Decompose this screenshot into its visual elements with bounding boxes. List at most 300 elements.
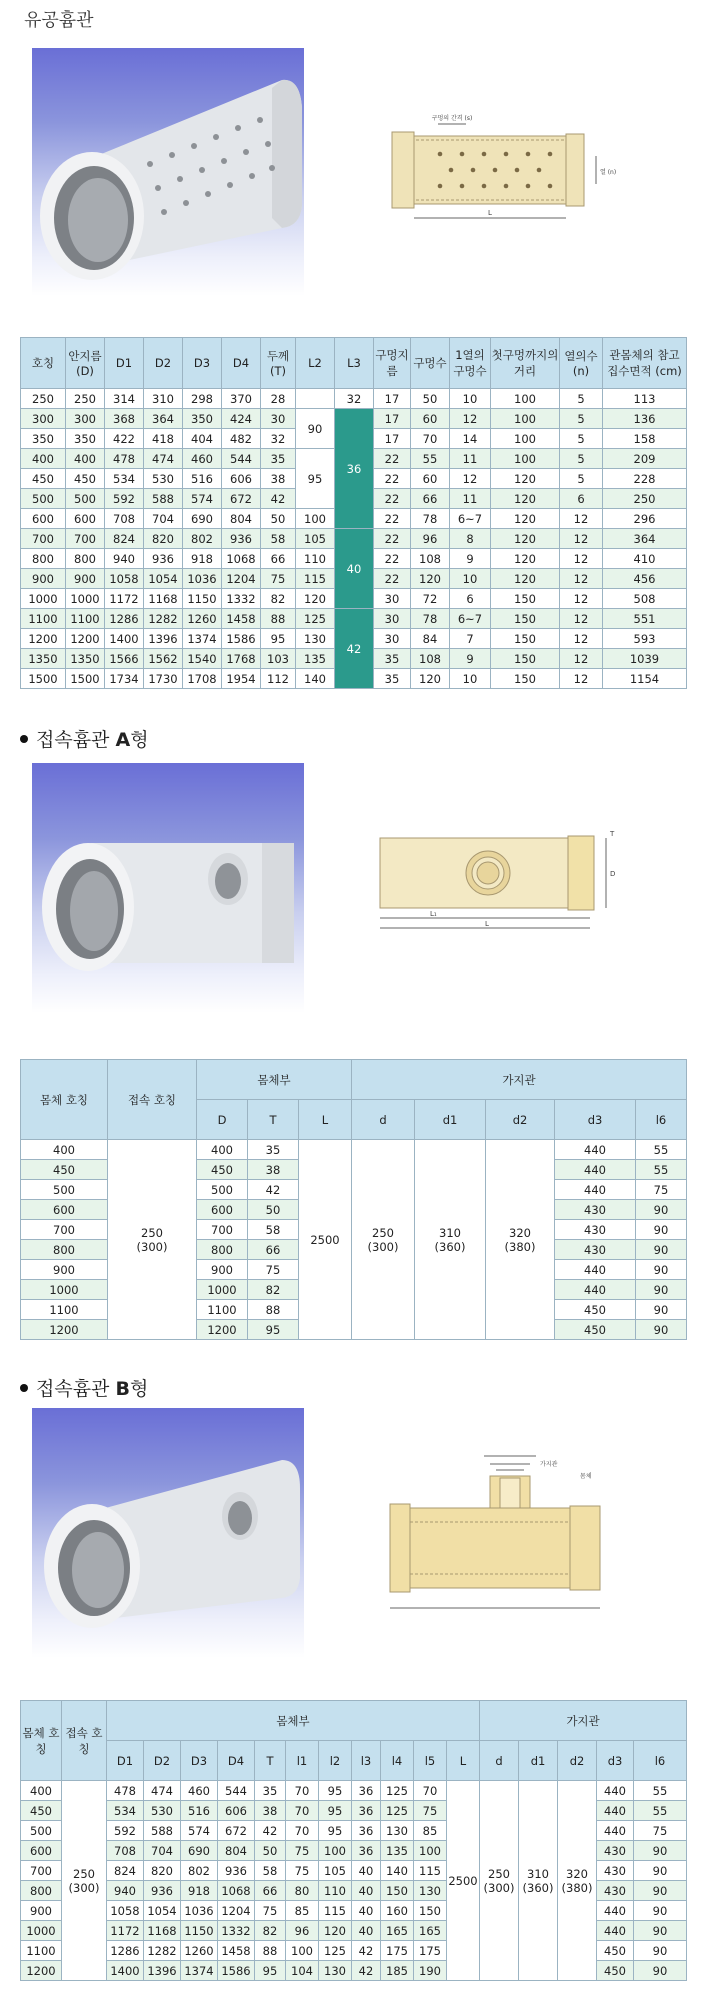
title-suffix: 형 — [130, 729, 149, 751]
table-cell: 175 — [381, 1941, 414, 1961]
table-cell: 424 — [222, 409, 261, 429]
table-cell: 95 — [319, 1821, 352, 1841]
rows-label: 열 (n) — [600, 169, 617, 176]
table-cell: 100 — [491, 389, 560, 409]
table-cell: 10 — [450, 669, 491, 689]
table-cell: 88 — [248, 1300, 299, 1320]
table-row — [21, 609, 687, 629]
table-cell: 95 — [248, 1320, 299, 1340]
table-cell: 115 — [414, 1861, 447, 1881]
table-cell: 88 — [255, 1941, 286, 1961]
table-cell: 120 — [491, 469, 560, 489]
table-cell: 456 — [603, 569, 687, 589]
table-cell: 704 — [144, 1841, 181, 1861]
table-cell: 1100 — [21, 1941, 62, 1961]
table-cell: 125 — [381, 1781, 414, 1801]
table-cell: 440 — [555, 1160, 636, 1180]
table-cell: 1282 — [144, 609, 183, 629]
table-cell: 350 — [183, 409, 222, 429]
table-cell: 802 — [183, 529, 222, 549]
table-cell: 22 — [374, 509, 411, 529]
table-cell: 704 — [144, 509, 183, 529]
table-cell: 350 — [21, 429, 66, 449]
table-cell: 35 — [374, 669, 411, 689]
table-cell: 1332 — [222, 589, 261, 609]
table-cell: 42 — [261, 489, 296, 509]
table-cell: 36 — [352, 1841, 381, 1861]
table-cell: 35 — [374, 649, 411, 669]
table-cell: 55 — [636, 1160, 687, 1180]
table-cell: 136 — [603, 409, 687, 429]
d2-merged-cell: 320 (380) — [558, 1781, 597, 1981]
table-cell: 85 — [414, 1821, 447, 1841]
table-cell: 50 — [248, 1200, 299, 1220]
table-cell: 90 — [634, 1861, 687, 1881]
table-cell: 84 — [411, 629, 450, 649]
table-cell: 400 — [21, 449, 66, 469]
table-cell: 130 — [319, 1961, 352, 1981]
col-header: D2 — [144, 338, 183, 389]
table-cell: 158 — [603, 429, 687, 449]
table-cell: 940 — [107, 1881, 144, 1901]
table-cell: 140 — [381, 1861, 414, 1881]
col-header: D1 — [105, 338, 144, 389]
table-cell: 250 — [66, 389, 105, 409]
table-cell: 588 — [144, 489, 183, 509]
table-cell: 5 — [560, 469, 603, 489]
table-cell: 1039 — [603, 649, 687, 669]
col-header: d3 — [597, 1741, 634, 1781]
table-cell: 30 — [374, 589, 411, 609]
table-cell: 600 — [21, 509, 66, 529]
l-label: L — [485, 920, 489, 928]
table-cell: 90 — [634, 1961, 687, 1981]
l2-cell: 140 — [296, 669, 335, 689]
table-row — [21, 1781, 687, 1801]
table-cell: 12 — [560, 589, 603, 609]
table-cell: 400 — [21, 1781, 62, 1801]
table-cell: 600 — [66, 509, 105, 529]
table-cell: 120 — [491, 569, 560, 589]
bullet-icon — [20, 735, 28, 743]
table-cell: 460 — [183, 449, 222, 469]
hole-gap-label: 구멍의 간격 (s) — [431, 115, 473, 122]
table-cell: 364 — [144, 409, 183, 429]
table-cell: 1282 — [144, 1941, 181, 1961]
table-cell: 50 — [261, 509, 296, 529]
l3-cell: 32 — [335, 389, 374, 409]
table-cell: 22 — [374, 489, 411, 509]
col-header: d2 — [558, 1741, 597, 1781]
table-cell: 474 — [144, 449, 183, 469]
table-cell: 450 — [21, 1801, 62, 1821]
table-cell: 500 — [21, 489, 66, 509]
table-cell: 35 — [255, 1781, 286, 1801]
table-cell: 60 — [411, 469, 450, 489]
table-cell: 1200 — [21, 1961, 62, 1981]
table-cell: 28 — [261, 389, 296, 409]
table-cell: 104 — [286, 1961, 319, 1981]
table-cell: 1396 — [144, 629, 183, 649]
table-cell: 40 — [352, 1921, 381, 1941]
table-cell: 410 — [603, 549, 687, 569]
table-cell: 700 — [21, 1861, 62, 1881]
table-cell: 36 — [352, 1821, 381, 1841]
table-cell: 125 — [381, 1801, 414, 1821]
d1-merged-cell: 310 (360) — [519, 1781, 558, 1981]
table-cell: 800 — [21, 1881, 62, 1901]
table-cell: 314 — [105, 389, 144, 409]
col-header: L — [447, 1741, 480, 1781]
body-nominal-header: 몸체 호칭 — [21, 1701, 62, 1781]
table-cell: 440 — [597, 1801, 634, 1821]
table-cell: 298 — [183, 389, 222, 409]
table-cell: 450 — [21, 1160, 108, 1180]
table-cell: 672 — [218, 1821, 255, 1841]
table-cell: 12 — [560, 669, 603, 689]
table-cell: 32 — [261, 429, 296, 449]
table-cell: 300 — [21, 409, 66, 429]
table-cell: 55 — [634, 1781, 687, 1801]
table-cell: 75 — [286, 1861, 319, 1881]
l2-cell: 110 — [296, 549, 335, 569]
table-cell: 90 — [634, 1941, 687, 1961]
joint-nominal-header: 접속 호칭 — [62, 1701, 107, 1781]
table-cell: 1350 — [21, 649, 66, 669]
table-cell: 460 — [181, 1781, 218, 1801]
table-cell: 12 — [450, 469, 491, 489]
table-cell: 1204 — [222, 569, 261, 589]
table-cell: 450 — [597, 1961, 634, 1981]
table-cell: 108 — [411, 549, 450, 569]
col-header: l4 — [381, 1741, 414, 1781]
table-cell: 75 — [255, 1901, 286, 1921]
table-cell: 30 — [261, 409, 296, 429]
table-cell: 90 — [636, 1260, 687, 1280]
table-cell: 175 — [414, 1941, 447, 1961]
table-cell: 516 — [181, 1801, 218, 1821]
table-cell: 14 — [450, 429, 491, 449]
table-cell: 85 — [286, 1901, 319, 1921]
table-cell: 58 — [255, 1861, 286, 1881]
table-cell: 1100 — [21, 1300, 108, 1320]
l2-cell: 105 — [296, 529, 335, 549]
table-cell: 38 — [261, 469, 296, 489]
table-cell: 1100 — [21, 609, 66, 629]
table-cell: 6~7 — [450, 609, 491, 629]
table-cell: 534 — [107, 1801, 144, 1821]
table-cell: 6~7 — [450, 509, 491, 529]
col-header: D3 — [181, 1741, 218, 1781]
table-cell: 22 — [374, 569, 411, 589]
l3-merged-cell: 36 — [335, 409, 374, 529]
col-header: D1 — [107, 1741, 144, 1781]
table-cell: 1260 — [183, 609, 222, 629]
table-cell: 1036 — [181, 1901, 218, 1921]
table-cell: 802 — [181, 1861, 218, 1881]
table-cell: 209 — [603, 449, 687, 469]
table-cell: 11 — [450, 449, 491, 469]
table-cell: 440 — [555, 1140, 636, 1160]
body-label: 몸체 — [580, 1473, 592, 1480]
table-cell: 450 — [555, 1320, 636, 1340]
table-cell: 10 — [450, 389, 491, 409]
table-cell: 120 — [491, 509, 560, 529]
table-cell: 150 — [491, 589, 560, 609]
l-merged-cell: 2500 — [299, 1140, 352, 1340]
table-cell: 440 — [597, 1781, 634, 1801]
table-cell: 820 — [144, 1861, 181, 1881]
table-cell: 1374 — [183, 629, 222, 649]
l2-cell: 125 — [296, 609, 335, 629]
col-header: d3 — [555, 1100, 636, 1140]
table-cell: 574 — [181, 1821, 218, 1841]
table-cell: 110 — [319, 1881, 352, 1901]
table-cell: 1458 — [218, 1941, 255, 1961]
col-header: D4 — [222, 338, 261, 389]
table-cell: 40 — [352, 1861, 381, 1881]
table-cell: 58 — [248, 1220, 299, 1240]
table-cell: 150 — [491, 609, 560, 629]
table-cell: 96 — [411, 529, 450, 549]
table-cell: 700 — [21, 529, 66, 549]
table-row — [21, 409, 687, 429]
bullet-icon — [20, 1384, 28, 1392]
table-cell: 600 — [197, 1200, 248, 1220]
table-cell: 370 — [222, 389, 261, 409]
joint-merged-cell: 250 (300) — [108, 1140, 197, 1340]
table-cell: 900 — [21, 1260, 108, 1280]
table-cell: 12 — [560, 629, 603, 649]
table-cell: 90 — [634, 1921, 687, 1941]
title-letter: A — [115, 729, 131, 751]
table-cell: 100 — [491, 409, 560, 429]
table-cell: 36 — [352, 1801, 381, 1821]
table-cell: 250 — [603, 489, 687, 509]
table-cell: 1458 — [222, 609, 261, 629]
table-cell: 82 — [248, 1280, 299, 1300]
l2-cell: 120 — [296, 589, 335, 609]
table-cell: 42 — [352, 1961, 381, 1981]
table-cell: 551 — [603, 609, 687, 629]
table-cell: 422 — [105, 429, 144, 449]
table-cell: 78 — [411, 509, 450, 529]
table-cell: 1350 — [66, 649, 105, 669]
joint-pipe-a-table — [20, 1059, 687, 1340]
table-cell: 5 — [560, 409, 603, 429]
joint-pipe-b-diagram — [380, 1448, 630, 1618]
body-nominal-header: 몸체 호칭 — [21, 1060, 108, 1140]
col-header: D — [197, 1100, 248, 1140]
table-cell: 103 — [261, 649, 296, 669]
table-cell: 40 — [352, 1881, 381, 1901]
table-cell: 42 — [255, 1821, 286, 1841]
table-cell: 190 — [414, 1961, 447, 1981]
table-cell: 800 — [197, 1240, 248, 1260]
table-cell: 1200 — [21, 629, 66, 649]
table-cell: 1172 — [105, 589, 144, 609]
table-cell: 450 — [21, 469, 66, 489]
table-cell: 50 — [411, 389, 450, 409]
table-cell: 1374 — [181, 1961, 218, 1981]
table-cell: 75 — [286, 1841, 319, 1861]
table-cell: 430 — [597, 1881, 634, 1901]
table-cell: 544 — [222, 449, 261, 469]
table-cell: 700 — [197, 1220, 248, 1240]
table-cell: 1200 — [66, 629, 105, 649]
table-cell: 88 — [261, 609, 296, 629]
joint-pipe-a-diagram — [370, 826, 630, 936]
table-cell: 5 — [560, 429, 603, 449]
table-cell: 11 — [450, 489, 491, 509]
table-cell: 125 — [319, 1941, 352, 1961]
table-cell: 400 — [21, 1140, 108, 1160]
table-cell: 418 — [144, 429, 183, 449]
table-cell: 430 — [597, 1861, 634, 1881]
table-cell: 66 — [248, 1240, 299, 1260]
table-cell: 1100 — [66, 609, 105, 629]
col-header: d2 — [486, 1100, 555, 1140]
table-cell: 75 — [634, 1821, 687, 1841]
joint-pipe-b-photo — [32, 1408, 304, 1658]
table-cell: 12 — [560, 509, 603, 529]
col-header: l6 — [636, 1100, 687, 1140]
table-cell: 70 — [286, 1821, 319, 1841]
table-cell: 450 — [66, 469, 105, 489]
l2-merged-cell: 95 — [296, 449, 335, 509]
col-header: 안지름 (D) — [66, 338, 105, 389]
table-cell: 404 — [183, 429, 222, 449]
table-cell: 120 — [491, 489, 560, 509]
table-cell: 350 — [66, 429, 105, 449]
col-header: D4 — [218, 1741, 255, 1781]
table-cell: 1150 — [181, 1921, 218, 1941]
table-cell: 7 — [450, 629, 491, 649]
table-cell: 364 — [603, 529, 687, 549]
table-cell: 1734 — [105, 669, 144, 689]
table-cell: 1500 — [66, 669, 105, 689]
title-prefix: 접속흄관 — [36, 729, 116, 751]
table-cell: 690 — [181, 1841, 218, 1861]
branch-header: 가지관 — [352, 1060, 687, 1100]
table-cell: 38 — [248, 1160, 299, 1180]
branch-label: 가지관 — [540, 1461, 558, 1468]
col-header: T — [248, 1100, 299, 1140]
table-cell: 606 — [218, 1801, 255, 1821]
table-cell: 55 — [636, 1140, 687, 1160]
col-header: l5 — [414, 1741, 447, 1781]
table-cell: 40 — [352, 1901, 381, 1921]
table-cell: 400 — [197, 1140, 248, 1160]
table-cell: 516 — [183, 469, 222, 489]
col-header: d — [480, 1741, 519, 1781]
joint-pipe-a-photo — [32, 763, 304, 1013]
col-header: 관몸체의 참고 집수면적 (cm) — [603, 338, 687, 389]
table-cell: 90 — [634, 1841, 687, 1861]
l2-cell: 135 — [296, 649, 335, 669]
col-header: D2 — [144, 1741, 181, 1781]
table-cell: 112 — [261, 669, 296, 689]
table-cell: 75 — [414, 1801, 447, 1821]
table-cell: 75 — [261, 569, 296, 589]
table-cell: 1286 — [105, 609, 144, 629]
table-cell: 135 — [381, 1841, 414, 1861]
table-cell: 5 — [560, 449, 603, 469]
table-cell: 90 — [636, 1320, 687, 1340]
table-cell: 918 — [181, 1881, 218, 1901]
table-cell: 90 — [634, 1881, 687, 1901]
table-cell: 120 — [411, 669, 450, 689]
perforated-pipe-photo — [32, 48, 304, 296]
col-header: l3 — [352, 1741, 381, 1781]
table-cell: 1500 — [21, 669, 66, 689]
table-cell: 1000 — [66, 589, 105, 609]
table-cell: 22 — [374, 449, 411, 469]
table-cell: 1400 — [105, 629, 144, 649]
joint-pipe-b-table — [20, 1700, 687, 1981]
body-header: 몸체부 — [197, 1060, 352, 1100]
table-cell: 500 — [21, 1821, 62, 1841]
table-cell: 1204 — [218, 1901, 255, 1921]
table-cell: 50 — [255, 1841, 286, 1861]
table-cell: 700 — [66, 529, 105, 549]
table-cell: 120 — [411, 569, 450, 589]
col-header: L — [299, 1100, 352, 1140]
table-cell: 38 — [255, 1801, 286, 1821]
table-cell: 250 — [21, 389, 66, 409]
table-cell: 115 — [319, 1901, 352, 1921]
table-cell: 1100 — [197, 1300, 248, 1320]
table-cell: 1540 — [183, 649, 222, 669]
table-cell: 70 — [286, 1781, 319, 1801]
table-cell: 120 — [491, 529, 560, 549]
table-cell: 310 — [144, 389, 183, 409]
table-cell: 95 — [319, 1801, 352, 1821]
table-cell: 936 — [144, 549, 183, 569]
table-cell: 1168 — [144, 589, 183, 609]
table-cell: 90 — [634, 1901, 687, 1921]
table-cell: 165 — [381, 1921, 414, 1941]
table-cell: 12 — [450, 409, 491, 429]
col-header: l2 — [319, 1741, 352, 1781]
table-cell: 105 — [319, 1861, 352, 1881]
table-cell: 22 — [374, 469, 411, 489]
table-cell: 606 — [222, 469, 261, 489]
perforated-pipe-table — [20, 337, 687, 689]
table-cell: 1058 — [107, 1901, 144, 1921]
table-cell: 9 — [450, 649, 491, 669]
d1-merged-cell: 310 (360) — [415, 1140, 486, 1340]
table-cell: 534 — [105, 469, 144, 489]
section-a-title — [20, 725, 149, 752]
l2-cell — [296, 389, 335, 409]
table-row — [21, 389, 687, 409]
table-cell: 1036 — [183, 569, 222, 589]
title-suffix: 형 — [129, 1378, 149, 1400]
table-cell: 824 — [105, 529, 144, 549]
col-header: 호칭 — [21, 338, 66, 389]
table-cell: 482 — [222, 429, 261, 449]
table-cell: 450 — [597, 1941, 634, 1961]
body-header: 몸체부 — [107, 1701, 480, 1741]
table-cell: 90 — [636, 1300, 687, 1320]
table-cell: 592 — [107, 1821, 144, 1841]
length-label: L — [488, 209, 492, 217]
table-cell: 1286 — [107, 1941, 144, 1961]
table-cell: 100 — [491, 429, 560, 449]
table-cell: 450 — [197, 1160, 248, 1180]
table-cell: 544 — [218, 1781, 255, 1801]
